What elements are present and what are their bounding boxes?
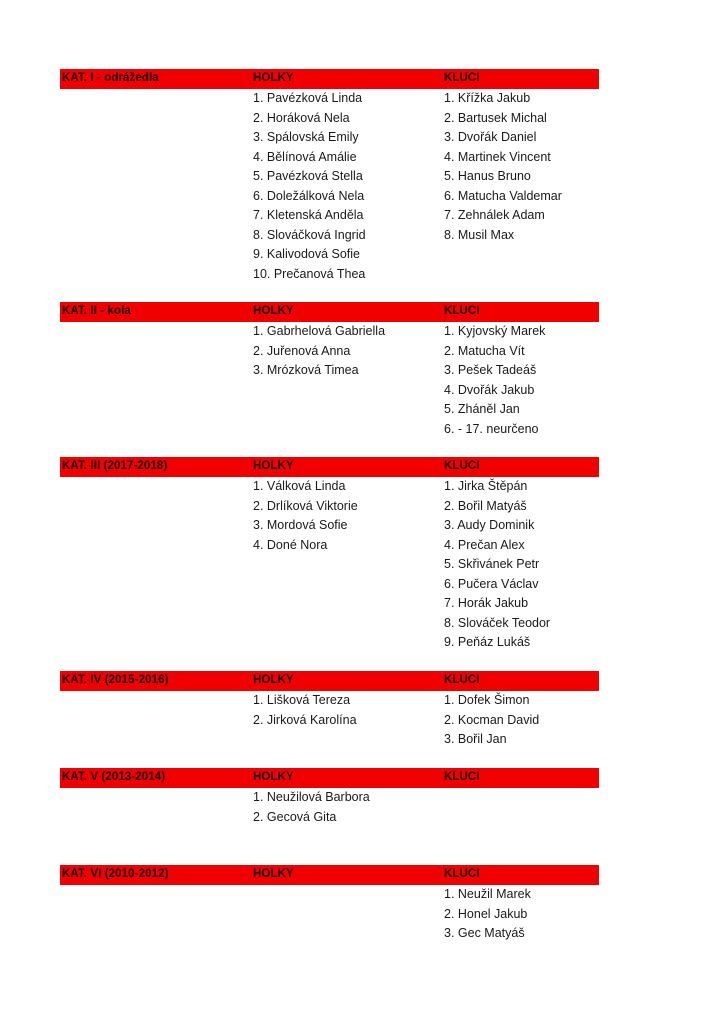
boys-result-entry: 5. Skřivánek Petr <box>444 557 540 571</box>
boys-results-list <box>444 89 562 245</box>
girls-column-header: HOLKY <box>253 868 294 880</box>
boys-result-entry: 4. Prečan Alex <box>444 537 525 552</box>
girls-result-entry: 3. Mordová Sofie <box>253 518 348 532</box>
girls-result-entry: 2. Drlíková Viktorie <box>253 498 358 513</box>
boys-column-header: KLUCI <box>444 674 480 686</box>
boys-result-entry: 4. Dvořák Jakub <box>444 382 535 397</box>
boys-results-list <box>444 691 539 750</box>
boys-result-entry: 1. Dofek Šimon <box>444 693 530 707</box>
boys-result-entry: 2. Bartusek Michal <box>444 110 547 125</box>
boys-column-header: KLUCI <box>444 771 480 783</box>
girls-column-header: HOLKY <box>253 305 294 317</box>
boys-column-header: KLUCI <box>444 72 480 84</box>
boys-result-entry: 1. Jirka Štěpán <box>444 479 528 493</box>
category-section <box>60 671 599 746</box>
boys-result-entry: 2. Kocman David <box>444 712 540 727</box>
girls-result-entry: 1. Gabrhelová Gabriella <box>253 324 386 338</box>
category-section <box>60 865 599 940</box>
category-section <box>60 302 599 436</box>
girls-column-header: HOLKY <box>253 72 294 84</box>
girls-column-header: HOLKY <box>253 674 294 686</box>
boys-result-entry: 9. Peňáz Lukáš <box>444 635 531 649</box>
boys-column-header: KLUCI <box>444 305 480 317</box>
boys-result-entry: 3. Audy Dominik <box>444 518 535 532</box>
boys-results-list <box>444 477 550 653</box>
girls-column-header: HOLKY <box>253 771 294 783</box>
girls-result-entry: 3. Mrózková Timea <box>253 363 359 377</box>
category-section <box>60 69 599 281</box>
boys-result-entry: 6. Matucha Valdemar <box>444 188 562 203</box>
girls-result-entry: 7. Kletenská Anděla <box>253 208 364 222</box>
category-header-bar <box>60 457 599 477</box>
boys-results-list <box>444 885 531 944</box>
girls-result-entry: 4. Bělínová Amálie <box>253 149 357 164</box>
category-header-bar <box>60 865 599 885</box>
category-title: KAT. II - kola <box>62 305 131 317</box>
boys-result-entry: 4. Martinek Vincent <box>444 149 551 164</box>
girls-results-list <box>253 691 357 730</box>
boys-result-entry: 1. Kyjovský Marek <box>444 324 546 338</box>
boys-result-entry: 5. Hanus Bruno <box>444 169 531 183</box>
boys-result-entry: 2. Matucha Vít <box>444 343 525 358</box>
girls-result-entry: 1. Neužilová Barbora <box>253 790 370 804</box>
girls-result-entry: 9. Kalivodová Sofie <box>253 247 361 261</box>
boys-result-entry: 7. Zehnálek Adam <box>444 208 545 222</box>
category-title: KAT. V (2013-2014) <box>62 771 166 783</box>
boys-result-entry: 3. Bořil Jan <box>444 732 507 746</box>
girls-result-entry: 1. Válková Linda <box>253 479 346 493</box>
category-title: KAT. I - odrážedla <box>62 72 159 84</box>
boys-column-header: KLUCI <box>444 460 480 472</box>
boys-result-entry: 6. - 17. neurčeno <box>444 421 539 436</box>
girls-result-entry: 5. Pavézková Stella <box>253 169 363 183</box>
girls-results-list <box>253 477 358 555</box>
category-header-bar <box>60 768 599 788</box>
category-title: KAT. VI (2010-2012) <box>62 868 169 880</box>
girls-result-entry: 3. Spálovská Emily <box>253 130 359 144</box>
boys-result-entry: 2. Bořil Matyáš <box>444 498 527 513</box>
boys-result-entry: 8. Musil Max <box>444 227 515 242</box>
category-section <box>60 768 599 824</box>
boys-result-entry: 1. Neužil Marek <box>444 887 531 901</box>
girls-result-entry: 2. Horáková Nela <box>253 110 350 125</box>
boys-result-entry: 3. Dvořák Daniel <box>444 130 537 144</box>
girls-result-entry: 4. Doné Nora <box>253 537 328 552</box>
category-section <box>60 457 599 649</box>
girls-column-header: HOLKY <box>253 460 294 472</box>
boys-results-list <box>444 322 545 439</box>
girls-results-list <box>253 788 370 827</box>
girls-result-entry: 1. Lišková Tereza <box>253 693 351 707</box>
girls-result-entry: 1. Pavézková Linda <box>253 91 363 105</box>
girls-result-entry: 2. Juřenová Anna <box>253 343 351 358</box>
girls-result-entry: 2. Jirková Karolína <box>253 712 357 727</box>
category-header-bar <box>60 671 599 691</box>
boys-result-entry: 6. Pučera Václav <box>444 576 539 591</box>
girls-result-entry: 8. Slováčková Ingrid <box>253 227 366 242</box>
boys-column-header: KLUCI <box>444 868 480 880</box>
category-title: KAT. IV (2015-2016) <box>62 674 169 686</box>
girls-result-entry: 6. Doležálková Nela <box>253 188 365 203</box>
girls-result-entry: 2. Gecová Gita <box>253 809 337 824</box>
boys-result-entry: 3. Pešek Tadeáš <box>444 363 537 377</box>
girls-results-list <box>253 89 366 284</box>
category-title: KAT. III (2017-2018) <box>62 460 168 472</box>
boys-result-entry: 7. Horák Jakub <box>444 596 529 610</box>
girls-result-entry: 10. Prečanová Thea <box>253 266 366 281</box>
boys-result-entry: 3. Gec Matyáš <box>444 926 525 940</box>
boys-result-entry: 8. Slováček Teodor <box>444 615 551 630</box>
boys-result-entry: 1. Křížka Jakub <box>444 91 531 105</box>
category-header-bar <box>60 69 599 89</box>
girls-results-list <box>253 322 385 381</box>
boys-result-entry: 2. Honel Jakub <box>444 906 528 921</box>
boys-result-entry: 5. Zháněl Jan <box>444 402 520 416</box>
category-header-bar <box>60 302 599 322</box>
